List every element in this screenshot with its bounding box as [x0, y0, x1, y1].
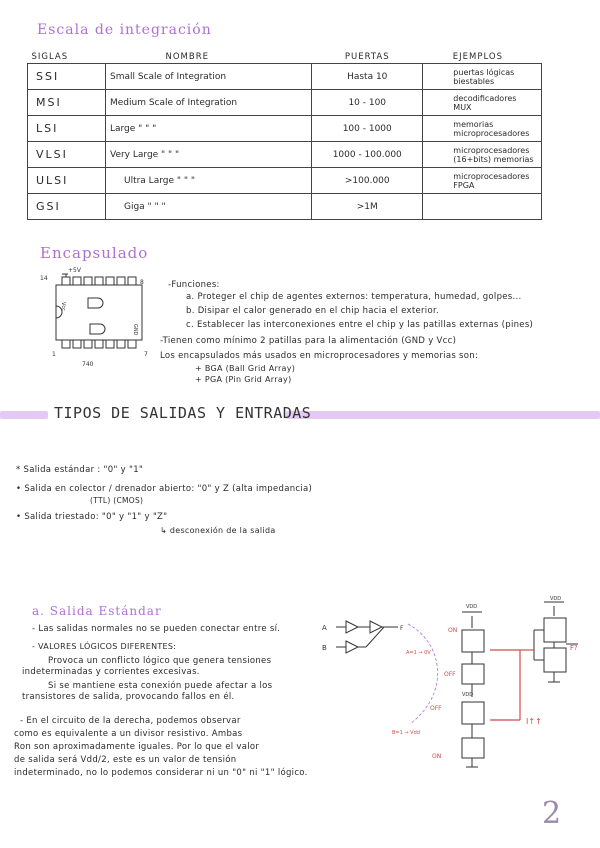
cell-nombre: Giga " " " [105, 194, 311, 220]
estandar-line-3: Provoca un conflicto lógico que genera tensiones [48, 656, 272, 666]
circuit-diagram [322, 592, 584, 772]
gnd-pin-label: GND [132, 324, 138, 336]
tipo-colector: • Salida en colector / drenador abierto: "0" y Z (alta impedancia) [16, 484, 313, 494]
cell-sigla: LSI [28, 116, 106, 142]
minimo-pines: -Tienen como mínimo 2 patillas para la alimentación (GND y Vcc) [160, 336, 457, 346]
cell-nombre: Small Scale of Integration [105, 64, 311, 90]
tipos-title: TIPOS DE SALIDAS Y ENTRADAS [54, 404, 312, 422]
header-siglas: SIGLAS [28, 52, 106, 64]
input-b-label: B [322, 644, 327, 652]
table-row [28, 64, 542, 90]
scale-title: Escala de integración [37, 22, 212, 38]
pin-7-label: 7 [144, 351, 148, 358]
table-row [28, 116, 542, 142]
estandar-line-7: - En el circuito de la derecha, podemos observar [20, 716, 241, 726]
funcion-c: c. Establecer las interconexiones entre el chip y las patillas externas (pines) [186, 320, 534, 330]
a-on-label: A=1 → 0V [406, 650, 431, 656]
page-number: 2 [542, 796, 562, 831]
cell-ejemplos: microprocesadores (16+bits) memorias [423, 142, 542, 168]
chip-diagram [38, 262, 158, 372]
pin-1-label: 1 [52, 351, 56, 358]
cell-ejemplos: decodificadores MUX [423, 90, 542, 116]
tipo-triestado-note: ↳ desconexión de la salida [160, 526, 276, 535]
vdd-label-right: VDD [550, 596, 562, 602]
b-on-label: B=1 → Vdd [392, 730, 420, 736]
cell-sigla: GSI [28, 194, 106, 220]
cell-puertas: 100 - 1000 [312, 116, 423, 142]
cell-ejemplos: puertas lógicas biestables [423, 64, 542, 90]
estandar-line-2: - VALORES LÓGICOS DIFERENTES: [32, 642, 177, 651]
pin-8-label: 8 [140, 279, 144, 286]
funciones-label: -Funciones: [168, 280, 220, 290]
header-ejemplos: EJEMPLOS [423, 52, 542, 64]
table-row [28, 168, 542, 194]
estandar-line-1: - Las salidas normales no se pueden conectar entre sí. [32, 624, 281, 634]
cell-ejemplos [423, 194, 542, 220]
usados-pga: + PGA (Pin Grid Array) [195, 375, 292, 384]
vdd-label-mid: VDD [462, 692, 474, 698]
off-label-bottom: OFF [430, 705, 442, 712]
output-f-label: F [400, 625, 404, 632]
on-label-bottom: ON [432, 753, 442, 760]
encapsulado-title: Encapsulado [40, 244, 149, 262]
estandar-line-9: Ron son aproximadamente iguales. Por lo que el valor [14, 742, 260, 752]
cell-sigla: SSI [28, 64, 106, 90]
pin-14-label: 14 [40, 275, 48, 282]
estandar-title: a. Salida Estándar [32, 604, 162, 618]
cell-nombre: Ultra Large " " " [105, 168, 311, 194]
integration-scale-table [27, 52, 542, 220]
estandar-line-4: indeterminadas y corrientes excesivas. [22, 667, 200, 677]
cell-sigla: MSI [28, 90, 106, 116]
cell-ejemplos: microprocesadores FPGA [423, 168, 542, 194]
cell-puertas: 10 - 100 [312, 90, 423, 116]
tipo-triestado: • Salida triestado: "0" y "1" y "Z" [16, 512, 168, 522]
cell-nombre: Medium Scale of Integration [105, 90, 311, 116]
estandar-line-10: de salida será Vdd/2, este es un valor de tensión [14, 755, 237, 765]
cell-puertas: >1M [312, 194, 423, 220]
cell-puertas: Hasta 10 [312, 64, 423, 90]
funcion-a: a. Proteger el chip de agentes externos: temperatura, humedad, golpes... [186, 292, 522, 302]
header-nombre: NOMBRE [105, 52, 311, 64]
estandar-line-11: indeterminado, no lo podemos considerar ni un "0" ni "1" lógico. [14, 768, 308, 778]
cell-sigla: ULSI [28, 168, 106, 194]
table-row [28, 194, 542, 220]
funcion-b: b. Disipar el calor generado en el chip hacia el exterior. [186, 306, 439, 316]
estandar-line-6: transistores de salida, provocando fallos en él. [22, 692, 235, 702]
cell-nombre: Very Large " " " [105, 142, 311, 168]
vcc-pin-label: Vcc [60, 302, 66, 311]
input-a-label: A [322, 624, 327, 632]
cell-sigla: VLSI [28, 142, 106, 168]
table-header-row [28, 52, 542, 64]
tipo-colector-tech: (TTL) (CMOS) [90, 496, 144, 505]
vdd-label-left: VDD [466, 604, 478, 610]
cell-ejemplos: memorias microprocesadores [423, 116, 542, 142]
current-label: I↑↑ [526, 717, 542, 726]
cell-nombre: Large " " " [105, 116, 311, 142]
table-row [28, 142, 542, 168]
header-puertas: PUERTAS [312, 52, 423, 64]
table-row [28, 90, 542, 116]
off-label-top: OFF [444, 671, 456, 678]
usados-bga: + BGA (Ball Grid Array) [195, 364, 296, 373]
output-unknown-label: F? [570, 644, 578, 652]
cell-puertas: 1000 - 100.000 [312, 142, 423, 168]
part-number-label: 740 [82, 361, 94, 368]
on-label-top: ON [448, 627, 458, 634]
tipo-estandar: * Salida estándar : "0" y "1" [16, 465, 144, 475]
estandar-line-5: Si se mantiene esta conexión puede afectar a los [48, 681, 273, 691]
vcc-voltage-label: +5V [68, 267, 81, 274]
usados-label: Los encapsulados más usados en microprocesadores y memorias son: [160, 351, 479, 361]
estandar-line-8: como es equivalente a un divisor resistivo. Ambas [14, 729, 243, 739]
cell-puertas: >100.000 [312, 168, 423, 194]
